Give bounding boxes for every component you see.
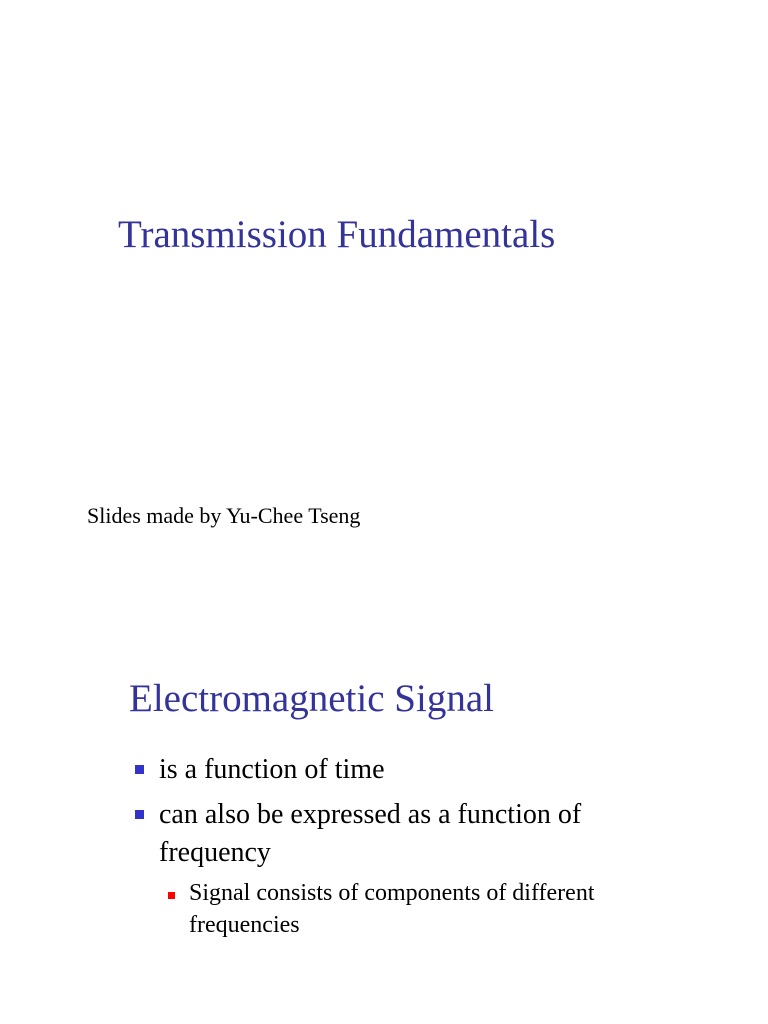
bullet-text: can also be expressed as a function of frequency: [159, 799, 582, 868]
bullet-item: [159, 796, 679, 872]
sub-bullet-item: [189, 877, 669, 941]
bullet-text: is a function of time: [159, 754, 385, 785]
square-bullet-icon: [135, 810, 144, 819]
slide-title: Transmission Fundamentals: [118, 213, 556, 256]
square-bullet-icon: [168, 892, 175, 899]
slide-title: Electromagnetic Signal: [129, 677, 494, 720]
slide-credit: Slides made by Yu-Chee Tseng: [87, 503, 361, 528]
bullet-item: [159, 751, 679, 789]
sub-bullet-text: Signal consists of components of different frequencies: [189, 880, 595, 938]
square-bullet-icon: [135, 765, 144, 774]
